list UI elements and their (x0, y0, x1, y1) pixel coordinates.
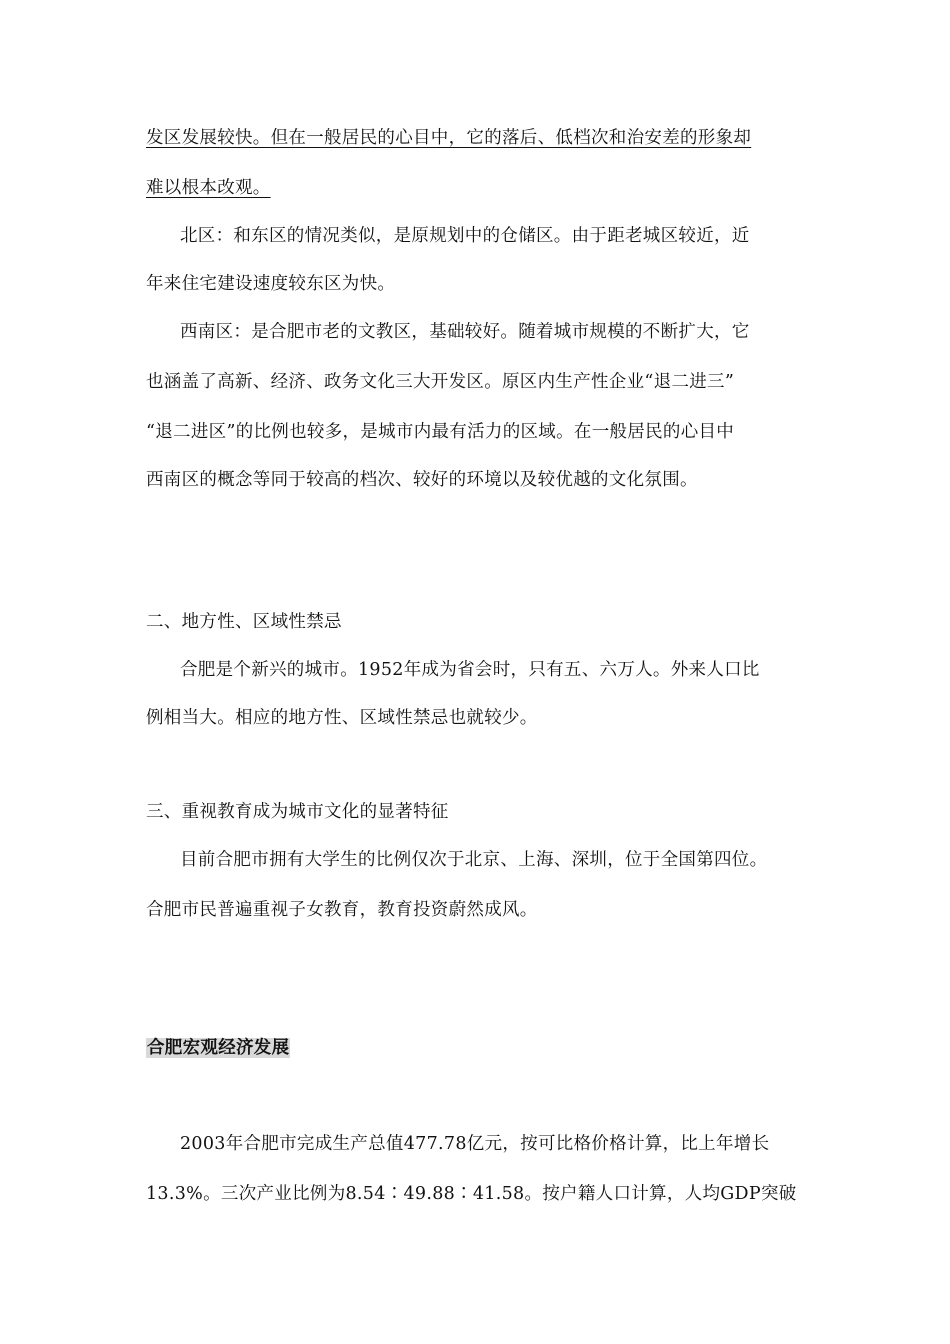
paragraph-north-district: 北区：和东区的情况类似，是原规划中的仓储区。由于距老城区较近，近 (180, 226, 750, 246)
section-title-text: 合肥宏观经济发展 (147, 1038, 290, 1058)
paragraph-education: 目前合肥市拥有大学生的比例仅次于北京、上海、深圳，位于全国第四位。 (180, 850, 768, 870)
section-title-economy (146, 1036, 290, 1060)
paragraph-line: 合肥市民普遍重视子女教育，教育投资蔚然成风。 (146, 900, 538, 920)
paragraph-line: 例相当大。相应的地方性、区域性禁忌也就较少。 (146, 708, 538, 728)
paragraph-line: 也涵盖了高新、经济、政务文化三大开发区。原区内生产性企业“退二进三” (146, 372, 735, 392)
paragraph-economy: 2003年合肥市完成生产总值477.78亿元，按可比格价格计算，比上年增长 (180, 1134, 770, 1154)
paragraph-line: 发区发展较快。但在一般居民的心目中，它的落后、低档次和治安差的形象却 (146, 128, 752, 148)
paragraph-line: “退二进区”的比例也较多，是城市内最有活力的区域。在一般居民的心目中 (146, 422, 735, 442)
paragraph-taboos: 合肥是个新兴的城市。1952年成为省会时，只有五、六万人。外来人口比 (180, 660, 760, 680)
paragraph-line: 年来住宅建设速度较东区为快。 (146, 274, 396, 294)
paragraph-southwest-district: 西南区：是合肥市老的文教区，基础较好。随着城市规模的不断扩大，它 (180, 322, 750, 342)
paragraph-line: 难以根本改观。 (146, 178, 271, 198)
section-heading-taboos: 二、地方性、区域性禁忌 (146, 612, 342, 632)
section-heading-education: 三、重视教育成为城市文化的显著特征 (146, 802, 449, 822)
paragraph-line: 13.3%。三次产业比例为8.54∶49.88∶41.58。按户籍人口计算，人均GDP突破 (146, 1184, 797, 1204)
paragraph-line: 西南区的概念等同于较高的档次、较好的环境以及较优越的文化氛围。 (146, 470, 698, 490)
